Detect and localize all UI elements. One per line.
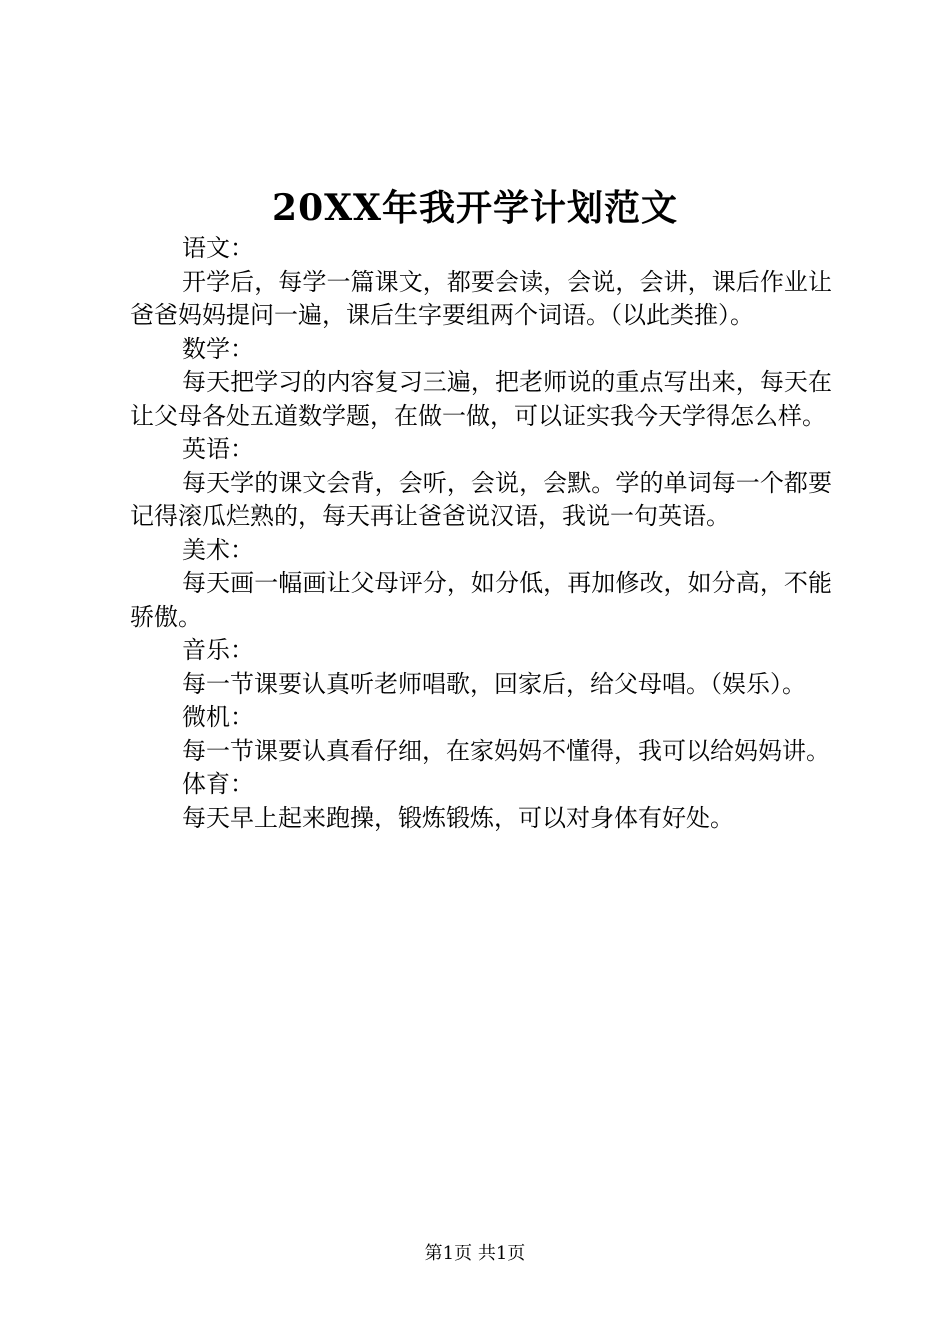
section-heading-english: 英语： <box>182 435 254 463</box>
document-body <box>130 232 832 835</box>
section-heading-art: 美术： <box>182 535 254 564</box>
section-heading-chinese: 语文： <box>182 234 254 262</box>
section-heading-pe: 体育： <box>182 770 254 798</box>
page-number: 第1页 <box>424 1243 473 1264</box>
page-footer <box>0 1242 950 1266</box>
document-title: 20XX年我开学计划范文 <box>272 187 678 229</box>
section-heading-math: 数学： <box>182 334 254 363</box>
section-text-math: 每天把学习的内容复习三遍，把老师说的重点写出来，每天在让父母各处五道数学题，在做一做，可以证实我今天学得怎么样。 <box>130 368 832 430</box>
page-total: 共1页 <box>477 1243 526 1264</box>
section-text-pe: 每天早上起来跑操，锻炼锻炼，可以对身体有好处。 <box>182 803 734 832</box>
section-text-chinese: 开学后，每学一篇课文，都要会读，会说，会讲，课后作业让爸爸妈妈提问一遍，课后生字要组两个词语。（以此类推）。 <box>130 267 832 329</box>
section-heading-music: 音乐： <box>182 636 254 664</box>
section-heading-computer: 微机： <box>182 703 254 731</box>
section-text-computer: 每一节课要认真看仔细，在家妈妈不懂得，我可以给妈妈讲。 <box>182 736 830 765</box>
section-text-music: 每一节课要认真听老师唱歌，回家后，给父母唱。（娱乐）。 <box>182 669 806 698</box>
section-text-art: 每天画一幅画让父母评分，如分低，再加修改，如分高，不能骄傲。 <box>130 569 832 631</box>
section-text-english: 每天学的课文会背，会听，会说，会默。学的单词每一个都要记得滚瓜烂熟的，每天再让爸爸说汉语，我说一句英语。 <box>130 468 832 530</box>
